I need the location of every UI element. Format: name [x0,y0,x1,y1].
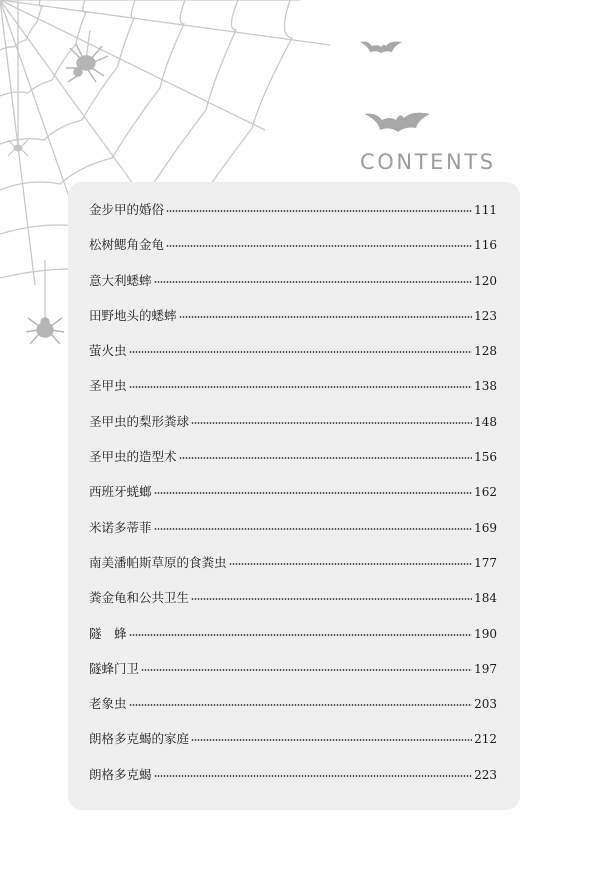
toc-dot-leader [154,528,473,530]
toc-entry[interactable] [89,659,497,694]
toc-entry-title: 米诺多蒂菲 [89,519,152,535]
toc-entry-page: 120 [474,273,497,288]
toc-entry[interactable] [89,482,497,517]
toc-entry-page: 138 [474,379,497,394]
toc-entry-page: 128 [474,344,497,359]
toc-entry[interactable] [89,306,497,341]
toc-dot-leader [141,669,472,671]
toc-entry[interactable] [89,553,497,588]
toc-dot-leader [154,281,473,283]
toc-dot-leader [154,775,473,777]
toc-panel [68,182,520,810]
toc-entry-title: 圣甲虫的造型术 [89,449,177,465]
toc-dot-leader [229,563,473,565]
toc-entry-page: 169 [474,520,497,535]
toc-entry[interactable] [89,341,497,376]
toc-entry[interactable] [89,694,497,729]
toc-entry-title: 朗格多克蝎的家庭 [89,731,190,747]
toc-entry-page: 162 [474,485,497,500]
toc-entry-page: 212 [474,732,497,747]
toc-entry-page: 156 [474,450,497,465]
toc-entry-title: 金步甲的婚俗 [89,202,165,217]
toc-entry-page: 123 [474,308,497,323]
toc-entry-title: 粪金龟和公共卫生 [89,590,190,606]
toc-entry-title: 圣甲虫 [89,378,127,394]
toc-entry[interactable] [89,765,497,800]
toc-entry-title: 朗格多克蝎 [89,766,152,782]
toc-entry-page: 177 [474,555,497,570]
toc-entry-page: 111 [474,203,497,217]
toc-entry-title: 意大利蟋蟀 [89,272,152,288]
bat-icon [364,113,430,132]
toc-entry-title: 隧蜂门卫 [89,660,140,676]
toc-dot-leader [166,210,472,212]
toc-entry-page: 116 [474,238,497,253]
toc-entry[interactable] [89,518,497,553]
toc-dot-leader [166,245,472,247]
toc-dot-leader [191,598,472,600]
toc-entry-title: 萤火虫 [89,343,127,359]
toc-entry-title: 松树鳃角金龟 [89,237,165,253]
toc-entry[interactable] [89,588,497,623]
toc-dot-leader [191,739,472,741]
toc-entry-page: 203 [474,697,497,712]
toc-dot-leader [179,316,473,318]
toc-entry-title: 西班牙蜣螂 [89,484,152,500]
toc-dot-leader [129,351,473,353]
toc-entry-title: 圣甲虫的梨形粪球 [89,413,190,429]
toc-entry-title: 田野地头的蟋蟀 [89,307,177,323]
toc-list [89,200,497,800]
toc-entry-title: 隧 蜂 [89,625,127,641]
toc-dot-leader [191,422,472,424]
toc-entry-title: 老象虫 [89,696,127,712]
toc-entry[interactable] [89,412,497,447]
toc-entry-page: 197 [474,661,497,676]
contents-heading: CONTENTS [360,150,496,174]
toc-entry[interactable] [89,235,497,270]
toc-dot-leader [154,492,473,494]
toc-entry[interactable] [89,271,497,306]
toc-entry-title: 南美潘帕斯草原的食粪虫 [89,554,227,570]
toc-entry[interactable] [89,729,497,764]
toc-dot-leader [129,386,473,388]
toc-entry-page: 223 [474,767,497,782]
toc-entry[interactable] [89,200,497,235]
spider-icon [26,318,64,344]
toc-entry[interactable] [89,447,497,482]
toc-entry-page: 190 [474,626,497,641]
toc-entry-page: 184 [474,591,497,606]
toc-entry[interactable] [89,376,497,411]
toc-dot-leader [179,457,473,459]
bat-icon [360,42,402,54]
toc-entry[interactable] [89,624,497,659]
toc-entry-page: 148 [474,414,497,429]
toc-dot-leader [129,634,473,636]
toc-dot-leader [129,704,473,706]
